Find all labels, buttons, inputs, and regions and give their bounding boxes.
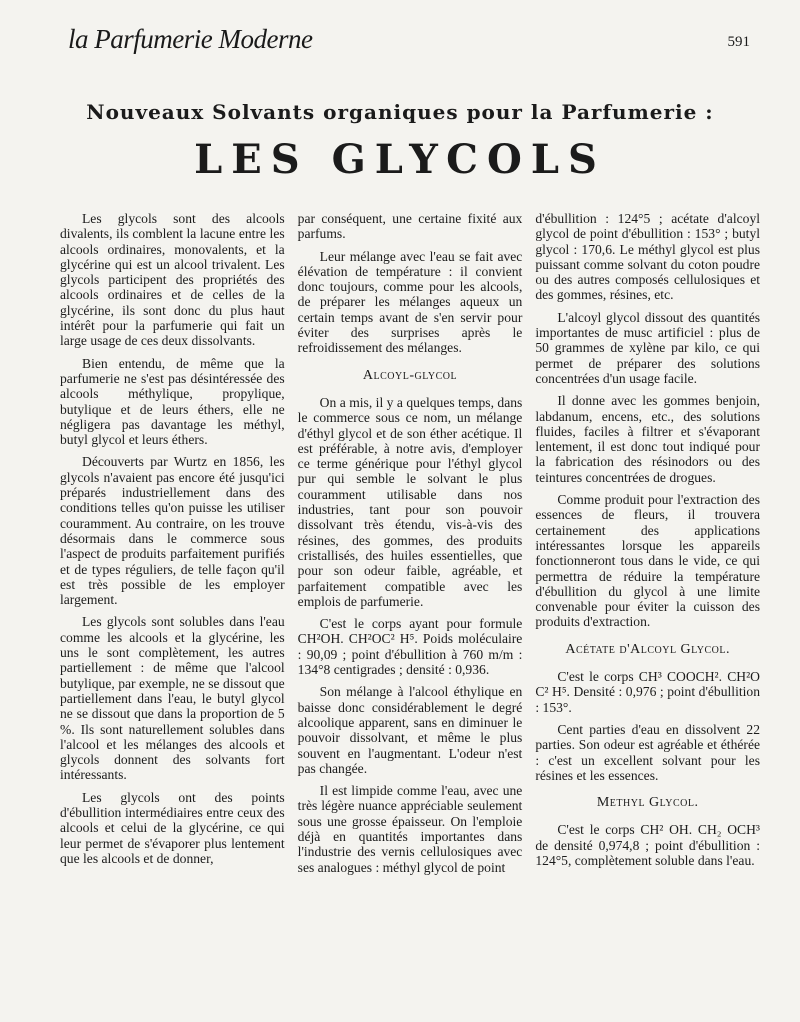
column-2 [298,211,523,961]
page-number: 591 [727,34,750,50]
paragraph: Cent parties d'eau en dissolvent 22 parties. Son odeur est agréable et éthérée : c'est un excellent solvant pour les résines et les essences. [535,721,761,783]
paragraph: Comme produit pour l'extraction des essences de fleurs, il trouvera certainement des applications intéressantes lorsque les appareils fonctionneront tous dans le vide, ce qui permettra de réduire la température d'ébullition du glycol à une limite convenable pour éviter la cuisson des produits d'extraction. [535,492,761,630]
paragraph: Les glycols sont solubles dans l'eau comme les alcools et la glycérine, les uns le sont complètement, les autres partiellement : de même que l'alcool butylique, par exemple, ne se dissout que partiellement dans l'eau, le butyl glycol ne se dissout que dans la proportion de 5 %. Ils sont naturellement solubles dans l'alcool et les mélanges des alcools et glycols donnent des solvants fort intéressants. [60,614,285,783]
paragraph: C'est le corps CH² OH. CH₂ OCH³ de densité 0,974,8 ; point d'ébullition : 124°5, complètement soluble dans l'eau. [535,822,761,868]
column-1 [60,211,285,961]
section-heading-acetate: Acétate d'Alcoyl Glycol. [565,641,730,657]
paragraph: Les glycols sont des alcools divalents, ils comblent la lacune entre les alcools ordinaires, monovalents, et la glycérine qui est un alcool trivalent. Les glycols participent des propriétés des alcools ordinaires et de celles de la glycérine, ils sont donc du plus haut intérêt pour la parfumerie qui fait un large usage de ces deux dissolvants. [60,211,285,349]
paragraph: Il donne avec les gommes benjoin, labdanum, encens, etc., des solutions fluides, faciles à filtrer et s'évaporant lentement, il est donc tout indiqué pour la fabrication des résinodors ou des teintures concentrées de drogues. [535,393,761,485]
paragraph: Leur mélange avec l'eau se fait avec élévation de température : il convient donc toujours, comme pour les alcools, de préparer les mélanges aqueux un certain temps avant de s'en servir pour éviter des surprises après le refroidissement des mélanges. [297,248,523,356]
paragraph: On a mis, il y a quelques temps, dans le commerce sous ce nom, un mélange d'éthyl glycol et de son éther acétique. Il est préférable, à notre avis, d'employer ce terme générique pour l'éthyl glycol pur qui semble le solvant le plus couramment utilisable dans nos industries, tant pour son pouvoir dissolvant très étendu, vis-à-vis des résines, des gommes, des produits cristallisés, des huiles essentielles, que pour son odeur faible, agréable, et parfaitement compatible avec les emplois de parfumerie. [297,394,523,609]
article-body [60,211,760,961]
paragraph: Il est limpide comme l'eau, avec une très légère nuance appréciable seulement sous une grosse épaisseur. On l'emploie déjà en quantités importantes dans l'industrie des vernis cellulosiques avec ses analogues : méthyl glycol de point [297,783,523,875]
paragraph: L'alcoyl glycol dissout des quantités importantes de musc artificiel : plus de 50 grammes de xylène par kilo, ce qui permet de préparer des solutions concentrées d'un usage facile. [535,309,761,386]
paragraph: Son mélange à l'alcool éthylique en baisse donc considérablement le degré alcoolique apparent, sans en diminuer le pouvoir dissolvant, et même le plus souvent en l'augmentant. L'odeur n'est pas changée. [297,684,523,776]
paragraph: C'est le corps ayant pour formule CH²OH. CH²OC² H⁵. Poids moléculaire : 90,09 ; point d'ébullition à 760 m/m : 134°8 centigrades ; densité : 0,936. [297,616,523,678]
section-heading-methyl-glycol: Methyl Glycol. [596,795,699,811]
section-heading-alcoyl-glycol: Alcoyl-glycol [362,367,458,383]
paragraph: C'est le corps CH³ COOCH². CH²O C² H⁵. Densité : 0,976 ; point d'ébullition : 153°. [535,669,761,715]
paragraph: par conséquent, une certaine fixité aux parfums. [297,211,523,242]
column-3 [535,211,760,961]
article-title: LES GLYCOLS [194,136,606,183]
paragraph: d'ébullition : 124°5 ; acétate d'alcoyl glycol de point d'ébullition : 153° ; butyl glycol : 170,6. Le méthyl glycol est plus puissant comme solvant du coton poudre ou des autres composés cellulosiques et des gommes, résines, etc. [535,211,761,303]
paragraph: Découverts par Wurtz en 1856, les glycols n'avaient pas encore été jusqu'ici préparés industriellement dans des conditions telles qu'on puisse les utiliser couramment. Au contraire, on les trouve désormais dans le commerce sous l'aspect de produits parfaitement purifiés et de types réguliers, de telle façon qu'il est très possible de les employer largement. [60,454,285,608]
paragraph: Les glycols ont des points d'ébullition intermédiaires entre ceux des alcools et celui de la glycérine, ce qui leur permet de s'évaporer plus lentement que les alcools et de donner, [60,789,285,866]
paragraph: Bien entendu, de même que la parfumerie ne s'est pas désintéressée des alcools méthylique, propylique, butylique et de leurs éthers, elle ne négligera pas davantage les méthyl, butyl glycol et leurs éthers. [60,355,285,448]
masthead: la Parfumerie Moderne [68,24,313,54]
article-subtitle: Nouveaux Solvants organiques pour la Parfumerie : [86,100,714,124]
